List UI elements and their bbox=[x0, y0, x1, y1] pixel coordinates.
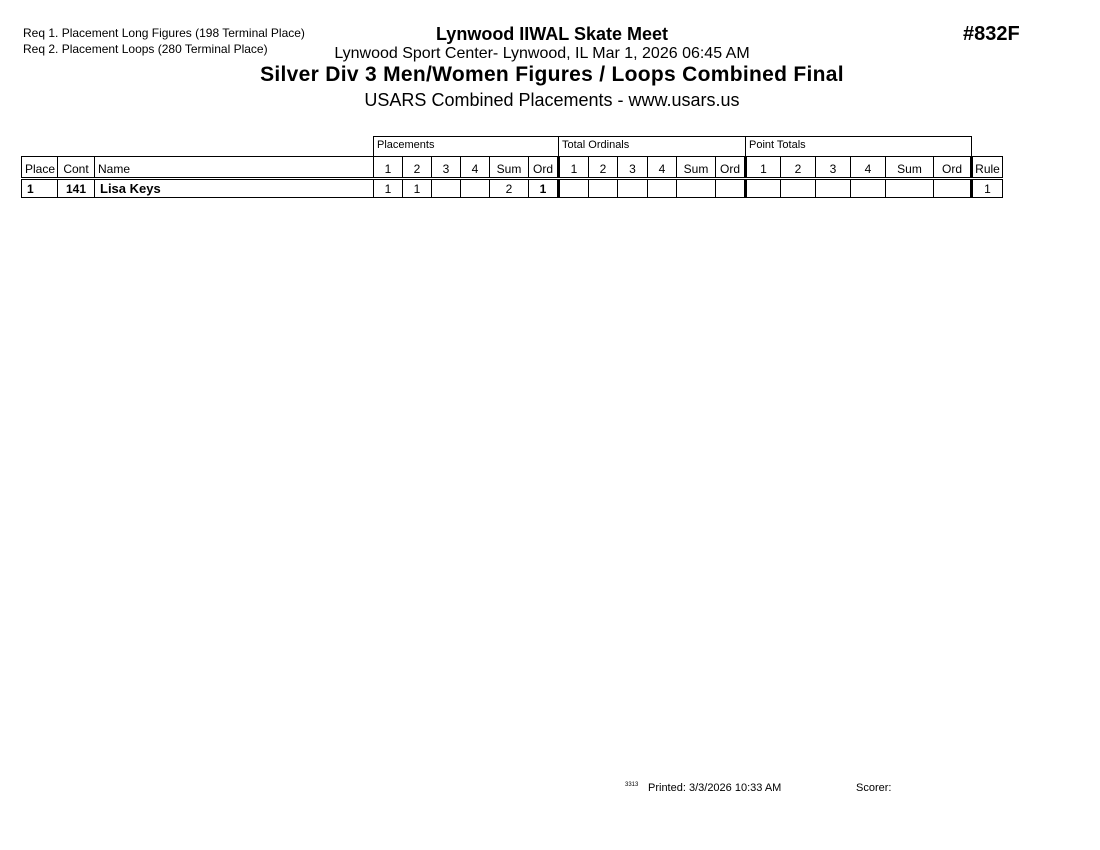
col-points-1: 1 bbox=[746, 157, 781, 179]
col-placement-ord: Ord bbox=[529, 157, 559, 179]
cell-points-2 bbox=[781, 179, 816, 198]
event-title: Silver Div 3 Men/Women Figures / Loops Combined Final bbox=[260, 63, 844, 86]
col-ordinal-1: 1 bbox=[559, 157, 589, 179]
col-points-3: 3 bbox=[816, 157, 851, 179]
event-number: #832F bbox=[963, 23, 1020, 45]
cell-points-1 bbox=[746, 179, 781, 198]
col-ordinal-sum: Sum bbox=[677, 157, 716, 179]
col-place: Place bbox=[22, 157, 58, 179]
cell-rule: 1 bbox=[972, 179, 1003, 198]
cell-points-4 bbox=[851, 179, 886, 198]
printed-timestamp: Printed: 3/3/2026 10:33 AM bbox=[648, 782, 782, 794]
cell-place: 1 bbox=[22, 179, 58, 198]
column-header-row bbox=[22, 157, 1003, 179]
cell-points-3 bbox=[816, 179, 851, 198]
cell-placement-1: 1 bbox=[374, 179, 403, 198]
col-points-2: 2 bbox=[781, 157, 816, 179]
col-points-4: 4 bbox=[851, 157, 886, 179]
cell-placement-4 bbox=[461, 179, 490, 198]
col-cont: Cont bbox=[58, 157, 95, 179]
requirement-1: Req 1. Placement Long Figures (198 Terminal Place) bbox=[23, 26, 305, 40]
col-ordinal-2: 2 bbox=[589, 157, 618, 179]
cell-ordinal-sum bbox=[677, 179, 716, 198]
col-ordinal-3: 3 bbox=[618, 157, 648, 179]
cell-cont: 141 bbox=[58, 179, 95, 198]
col-ordinal-4: 4 bbox=[648, 157, 677, 179]
cell-placement-sum: 2 bbox=[490, 179, 529, 198]
group-placements: Placements bbox=[374, 137, 559, 157]
cell-ordinal-3 bbox=[618, 179, 648, 198]
col-placement-2: 2 bbox=[403, 157, 432, 179]
group-header-row bbox=[22, 137, 1003, 157]
cell-placement-2: 1 bbox=[403, 179, 432, 198]
group-point-totals: Point Totals bbox=[746, 137, 972, 157]
col-placement-3: 3 bbox=[432, 157, 461, 179]
cell-name: Lisa Keys bbox=[95, 179, 374, 198]
col-name: Name bbox=[95, 157, 374, 179]
cell-points-ord bbox=[934, 179, 972, 198]
requirement-2: Req 2. Placement Loops (280 Terminal Place) bbox=[23, 42, 268, 56]
meet-title: Lynwood IIWAL Skate Meet bbox=[435, 24, 669, 44]
cell-ordinal-2 bbox=[589, 179, 618, 198]
cell-placement-3 bbox=[432, 179, 461, 198]
cell-points-sum bbox=[886, 179, 934, 198]
col-placement-1: 1 bbox=[374, 157, 403, 179]
group-total-ordinals: Total Ordinals bbox=[559, 137, 746, 157]
scorer-label: Scorer: bbox=[856, 782, 892, 794]
col-rule: Rule bbox=[972, 157, 1003, 179]
cell-ordinal-4 bbox=[648, 179, 677, 198]
event-subtitle: USARS Combined Placements - www.usars.us bbox=[364, 90, 740, 110]
table-row bbox=[22, 179, 1003, 198]
cell-placement-ord: 1 bbox=[529, 179, 559, 198]
cell-ordinal-1 bbox=[559, 179, 589, 198]
venue-line: Lynwood Sport Center- Lynwood, IL Mar 1, 2026 06:45 AM bbox=[334, 45, 750, 62]
col-placement-4: 4 bbox=[461, 157, 490, 179]
results-table bbox=[21, 136, 1003, 198]
footer-code: 3313 bbox=[625, 782, 639, 788]
col-placement-sum: Sum bbox=[490, 157, 529, 179]
col-points-sum: Sum bbox=[886, 157, 934, 179]
col-points-ord: Ord bbox=[934, 157, 972, 179]
col-ordinal-ord: Ord bbox=[716, 157, 746, 179]
cell-ordinal-ord bbox=[716, 179, 746, 198]
